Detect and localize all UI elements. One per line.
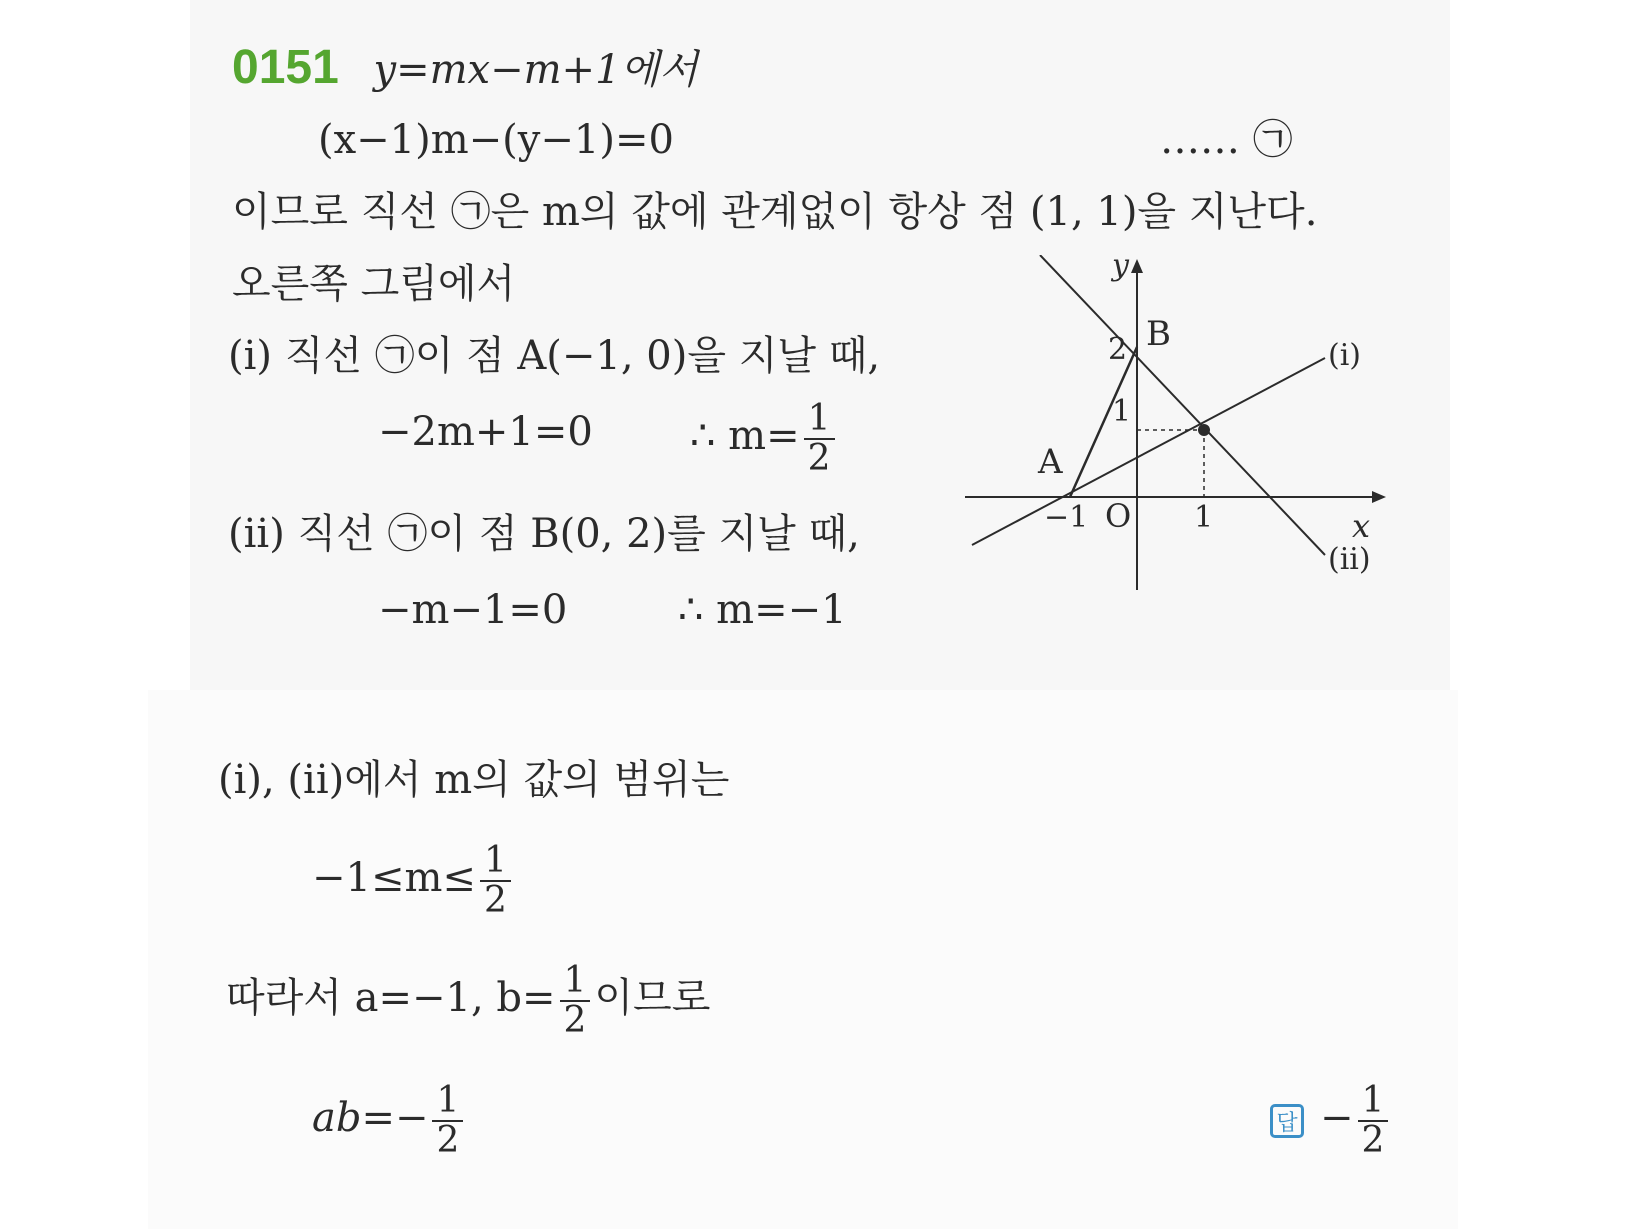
range-prefix: −1≤m≤ — [312, 854, 476, 901]
case-2-text: (ii) 직선 ㉠이 점 B(0, 2)를 지날 때, — [228, 511, 860, 557]
tick-y-1: 1 — [1112, 394, 1132, 429]
range-denominator: 2 — [483, 879, 507, 921]
tick-x-minus-1: −1 — [1044, 500, 1089, 535]
answer-icon — [1270, 1104, 1304, 1138]
ab-expression — [312, 1082, 467, 1160]
tick-y-2: 2 — [1108, 332, 1128, 367]
therefore-suffix: 이므로 — [594, 974, 711, 1021]
answer-icon-label: 답 — [1276, 1110, 1298, 1136]
point-b-label: B — [1146, 314, 1171, 354]
problem-number: 0151 — [232, 41, 339, 94]
ab-numerator: 1 — [432, 1082, 463, 1122]
therefore-numerator: 1 — [560, 962, 591, 1002]
answer-denominator: 2 — [1361, 1119, 1385, 1161]
range-fraction — [480, 842, 511, 920]
ab-fraction — [432, 1082, 463, 1160]
therefore-denominator: 2 — [563, 999, 587, 1041]
problem-header — [232, 42, 698, 95]
coordinate-graph — [960, 255, 1390, 600]
tick-x-1: 1 — [1194, 500, 1214, 535]
case-2-equation: −m−1=0 — [378, 587, 568, 633]
point-a-label: A — [1038, 442, 1063, 482]
y-axis-label: y — [1112, 255, 1129, 283]
equation-line-1: y=mx−m+1에서 — [373, 47, 698, 93]
line-i-label: (i) — [1328, 338, 1362, 373]
case-1-equation: −2m+1=0 — [378, 409, 593, 455]
equation-line-2: (x−1)m−(y−1)=0 — [318, 117, 674, 163]
line-i — [972, 358, 1325, 545]
equation-marker: …… ㉠ — [1160, 117, 1293, 163]
case-1-fraction — [804, 400, 835, 478]
therefore-line — [226, 962, 710, 1040]
final-answer — [1270, 1082, 1392, 1160]
y-axis-arrow — [1131, 259, 1143, 273]
case-1-result-prefix: ∴ m= — [690, 412, 800, 459]
origin-label: O — [1105, 497, 1132, 535]
x-axis-arrow — [1372, 491, 1386, 503]
case-2-result: ∴ m=−1 — [678, 587, 847, 633]
case-1-text: (i) 직선 ㉠이 점 A(−1, 0)을 지날 때, — [228, 333, 881, 379]
ab-prefix: ab=− — [312, 1094, 429, 1141]
range-numerator: 1 — [480, 842, 511, 882]
case-1-denominator: 2 — [807, 437, 831, 479]
therefore-prefix: 따라서 a=−1, b= — [226, 974, 556, 1021]
therefore-fraction — [560, 962, 591, 1040]
figure-reference: 오른쪽 그림에서 — [232, 261, 516, 307]
answer-fraction — [1358, 1082, 1389, 1160]
answer-prefix: − — [1320, 1094, 1354, 1141]
x-axis-label: x — [1352, 507, 1371, 545]
explanation-line: 이므로 직선 ㉠은 m의 값에 관계없이 항상 점 (1, 1)을 지난다. — [232, 189, 1318, 235]
range-expression — [312, 842, 515, 920]
ab-denominator: 2 — [436, 1119, 460, 1161]
case-1-numerator: 1 — [804, 400, 835, 440]
answer-numerator: 1 — [1358, 1082, 1389, 1122]
case-1-result — [690, 400, 839, 478]
line-ii-label: (ii) — [1328, 542, 1371, 577]
conclusion-text: (i), (ii)에서 m의 값의 범위는 — [218, 757, 730, 803]
fixed-point-dot — [1198, 424, 1210, 436]
